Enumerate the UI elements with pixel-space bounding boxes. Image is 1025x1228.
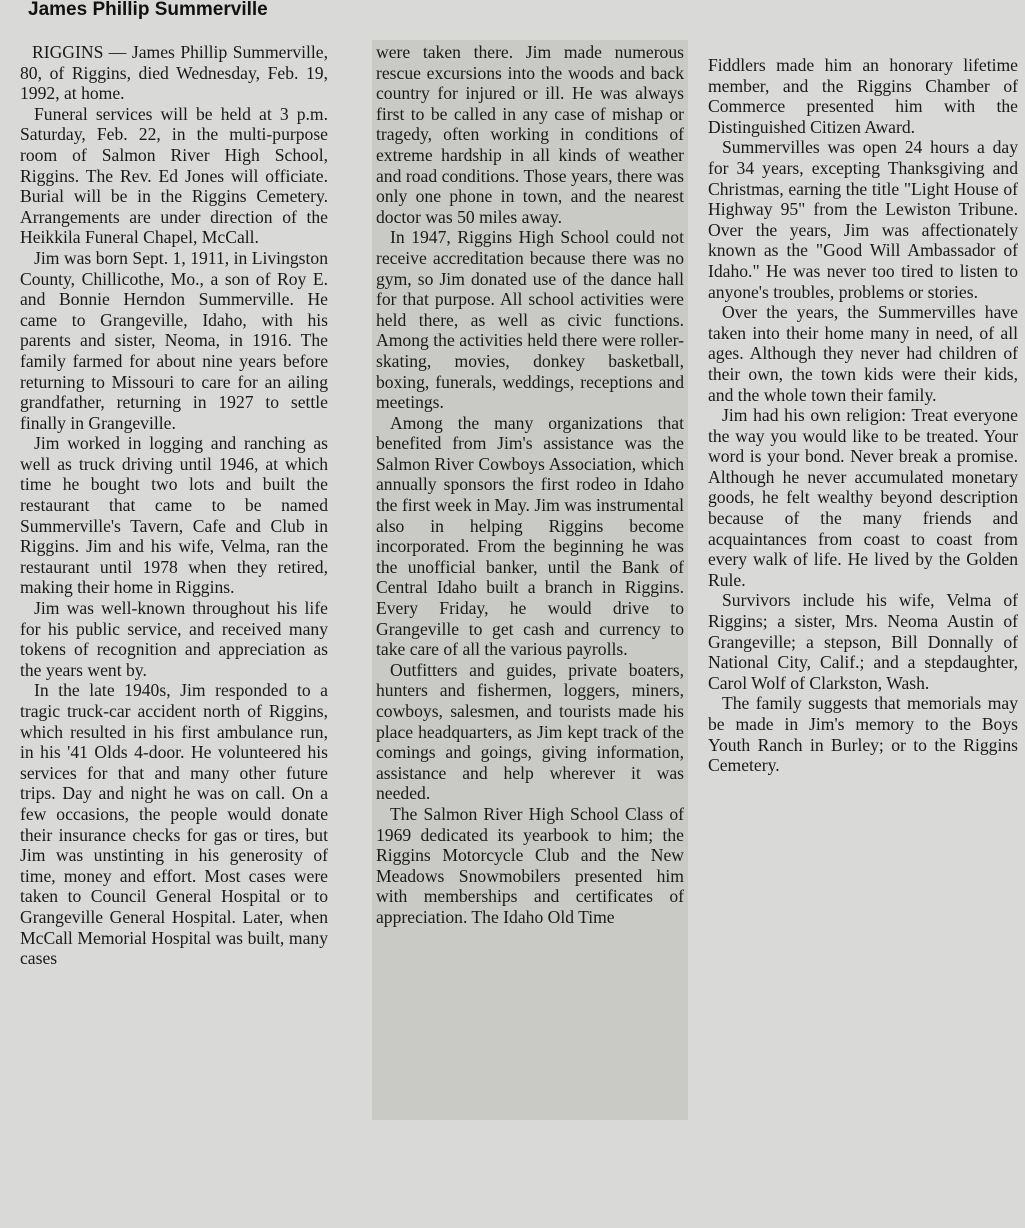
text-column-1 [20, 42, 328, 969]
paragraph: Jim worked in logging and ranching as well as truck driving until 1946, at which time he bought two lots and built the restaurant that came to be named Summerville's Tavern, Cafe and Club in Riggins. Jim and his wife, Velma, ran the restaurant until 1978 when they retired, making their home in Riggins. [20, 433, 328, 598]
paragraph: Survivors include his wife, Velma of Riggins; a sister, Mrs. Neoma Austin of Grangeville; a stepson, Bill Donnally of National City, Calif.; and a stepdaughter, Carol Wolf of Clarkston, Wash. [708, 590, 1018, 693]
paragraph: RIGGINS — James Phillip Summerville, 80, of Riggins, died Wednesday, Feb. 19, 1992, at home. [20, 42, 328, 104]
paragraph: Fiddlers made him an honorary lifetime member, and the Riggins Chamber of Commerce presented him with the Distinguished Citizen Award. [708, 55, 1018, 137]
obituary-headline: James Phillip Summerville [28, 0, 268, 20]
paragraph: Jim had his own religion: Treat everyone the way you would like to be treated. Your word is your bond. Never break a promise. Although he never accumulated monetary goods, he felt wealthy beyond description because of the many friends and acquaintances from coast to coast from every walk of life. He lived by the Golden Rule. [708, 405, 1018, 590]
text-column-2 [372, 40, 688, 1120]
paragraph: The Salmon River High School Class of 1969 dedicated its yearbook to him; the Riggins Motorcycle Club and the New Meadows Snowmobilers presented him with memberships and certificates of appreciation. The Idaho Old Time [376, 803, 684, 927]
paragraph: Outfitters and guides, private boaters, hunters and fishermen, loggers, miners, cowboys, salesmen, and tourists made his place headquarters, as Jim kept track of the comings and goings, giving information, assistance and help wherever it was needed. [376, 659, 684, 804]
paragraph: Jim was well-known throughout his life for his public service, and received many tokens of recognition and appreciation as the years went by. [20, 598, 328, 680]
paragraph: Over the years, the Summervilles have taken into their home many in need, of all ages. Although they never had children of their own, the town kids were their kids, and the whole town their family. [708, 302, 1018, 405]
paragraph: Jim was born Sept. 1, 1911, in Livingston County, Chillicothe, Mo., a son of Roy E. and Bonnie Herndon Summerville. He came to Grangeville, Idaho, with his parents and sister, Neoma, in 1916. The family farmed for about nine years before returning to Missouri to care for an ailing grandfather, returning in 1927 to settle finally in Grangeville. [20, 247, 328, 433]
paragraph: were taken there. Jim made numerous rescue excursions into the woods and back country for injured or ill. He was always first to be called in any case of mishap or tragedy, often working in conditions of extreme hardship in all kinds of weather and road conditions. Those years, there was only one phone in town, and the nearest doctor was 50 miles away. [376, 42, 684, 227]
paragraph: Among the many organizations that benefited from Jim's assistance was the Salmon River Cowboys Association, which annually sponsors the first rodeo in Idaho the first week in May. Jim was instrumental also in helping Riggins become incorporated. From the beginning he was the unofficial banker, until the Bank of Central Idaho built a branch in Riggins. Every Friday, he would drive to Grangeville to get cash and currency to take care of all the various payrolls. [376, 412, 684, 660]
paragraph: In 1947, Riggins High School could not receive accreditation because there was no gym, so Jim donated use of the dance hall for that purpose. All school activities were held there, as well as civic functions. Among the activities held there were roller-skating, movies, donkey basketball, boxing, funerals, weddings, receptions and meetings. [376, 227, 684, 413]
text-column-3 [708, 55, 1018, 776]
paragraph: Summervilles was open 24 hours a day for 34 years, excepting Thanksgiving and Christmas, earning the title "Light House of Highway 95" from the Lewiston Tribune. Over the years, Jim was affectionately known as the "Good Will Ambassador of Idaho." He was never too tired to listen to anyone's troubles, problems or stories. [708, 137, 1018, 302]
paragraph: In the late 1940s, Jim responded to a tragic truck-car accident north of Riggins, which resulted in his first ambulance run, in his '41 Olds 4-door. He volunteered his services for that and many other future trips. Day and night he was on call. On a few occasions, the people would donate their insurance checks for gas or tires, but Jim was unstinting in his generosity of time, money and effort. Most cases were taken to Council General Hospital or to Grangeville General Hospital. Later, when McCall Memorial Hospital was built, many cases [20, 680, 328, 969]
paragraph: Funeral services will be held at 3 p.m. Saturday, Feb. 22, in the multi-purpose room of Salmon River High School, Riggins. The Rev. Ed Jones will officiate. Burial will be in the Riggins Cemetery. Arrangements are under direction of the Heikkila Funeral Chapel, McCall. [20, 103, 328, 248]
paragraph: The family suggests that memorials may be made in Jim's memory to the Boys Youth Ranch in Burley; or to the Riggins Cemetery. [708, 693, 1018, 776]
